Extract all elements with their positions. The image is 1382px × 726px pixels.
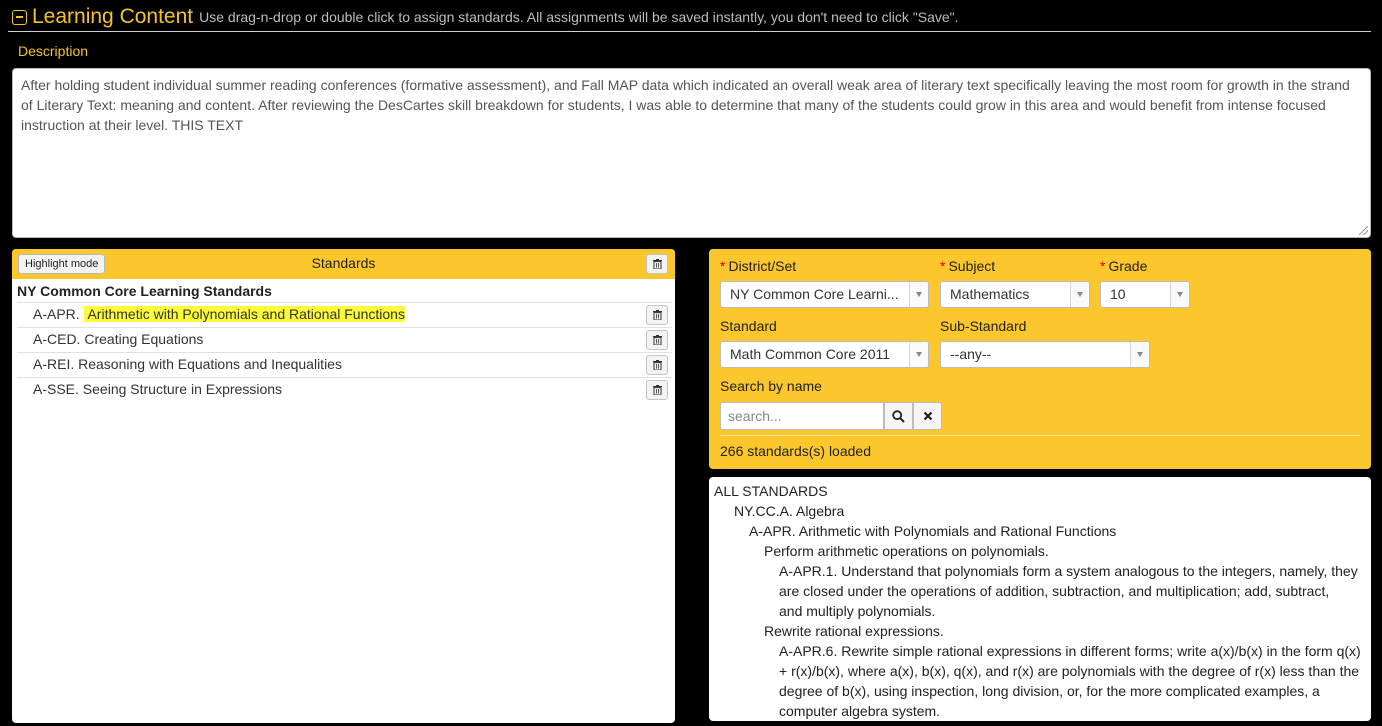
search-input[interactable] [720,402,884,430]
tree-group[interactable]: Perform arithmetic operations on polynomials. [764,543,1049,559]
tree-standard[interactable]: A-APR.1. Understand that polynomials form a system analogous to the integers, namely, they are closed under the operations of addition, subtraction, and multiplication; add, subtract, and multiply polynomials. [779,563,1358,619]
assigned-standard-row[interactable] [17,327,672,352]
chevron-down-icon [1170,282,1189,307]
assigned-standards-panel [12,249,675,723]
chevron-down-icon [1130,342,1149,367]
subject-select[interactable] [940,281,1090,308]
filter-divider [720,435,1360,436]
district-label: * District/Set [720,258,797,274]
assigned-standard-row[interactable] [17,377,672,402]
subject-value: Mathematics [950,286,1030,302]
remove-standard-button[interactable] [646,330,668,350]
highlight-mode-button[interactable]: Highlight mode [18,254,105,274]
standard-name: Arithmetic with Polynomials and Rational Functions [87,306,405,322]
chevron-down-icon [909,342,928,367]
assigned-standard-row[interactable] [17,302,672,327]
standard-code: A-SSE. [33,381,79,397]
standard-name: Seeing Structure in Expressions [82,381,283,397]
standards-tree [709,477,1371,721]
close-icon [923,411,933,421]
resize-grip-icon[interactable] [1359,226,1368,235]
standard-code: A-APR. [33,306,80,322]
clear-all-button[interactable] [646,254,668,274]
description-textarea[interactable] [12,68,1371,238]
tree-root[interactable]: ALL STANDARDS [714,483,828,499]
standard-name: Reasoning with Equations and Inequalities [78,356,342,372]
loaded-count: 266 standards(s) loaded [720,443,871,459]
district-value: NY Common Core Learni... [730,286,899,302]
search-icon [892,410,905,423]
remove-standard-button[interactable] [646,305,668,325]
standard-name: Creating Equations [84,331,204,347]
standards-panel-title: Standards [311,255,376,271]
grade-select[interactable] [1100,281,1190,308]
tree-domain[interactable]: NY.CC.A. Algebra [734,503,845,519]
section-instructions: Use drag-n-drop or double click to assign standards. All assignments will be saved instantly, you don't need to click "Save". [199,9,959,25]
district-select[interactable] [720,281,929,308]
section-header [8,3,1371,32]
subject-label: * Subject [940,258,996,274]
trash-icon [653,310,662,320]
trash-icon [653,385,662,395]
collapse-icon[interactable] [12,10,27,25]
trash-icon [653,360,662,370]
remove-standard-button[interactable] [646,355,668,375]
chevron-down-icon [909,282,928,307]
substandard-value: --any-- [950,346,992,362]
tree-cluster[interactable]: A-APR. Arithmetic with Polynomials and Rational Functions [749,523,1117,539]
trash-icon [653,335,662,345]
description-label: Description [18,43,89,59]
standard-name-highlighted [84,306,405,322]
description-text: After holding student individual summer reading conferences (formative assessment), and Fall MAP data which indicated an overall weak area of literary text specifically leaving the most room for growth in the strand of Literary Text: meaning and content. After reviewing the DesCartes skill breakdown for students, I was able to determine that many of the students could grow in this area and would benefit from intense focused instruction at their level. THIS TEXT [21,77,1350,133]
standards-filter-panel [709,249,1371,469]
assigned-standard-row[interactable] [17,352,672,377]
grade-value: 10 [1110,286,1126,302]
grade-label: * Grade [1100,258,1148,274]
clear-search-button[interactable] [913,402,942,430]
substandard-label: Sub-Standard [940,318,1027,334]
standard-code: A-REI. [33,356,75,372]
standard-label: Standard [720,318,777,334]
search-button[interactable] [884,402,913,430]
tree-standard[interactable]: A-APR.6. Rewrite simple rational expressions in different forms; write a(x)/b(x) in the form q(x) + r(x)/b(x), where a(x), b(x), q(x), and r(x) are polynomials with the degree of r(x) less than the degree of b(x), using inspection, long division, or, for the more complicated examples, a computer algebra system. [779,643,1361,719]
chevron-down-icon [1070,282,1089,307]
substandard-select[interactable] [940,341,1150,368]
standard-code: A-CED. [33,331,81,347]
trash-icon [653,259,662,269]
search-label: Search by name [720,378,822,394]
tree-group[interactable]: Rewrite rational expressions. [764,623,944,639]
section-title[interactable]: Learning Content [32,5,194,28]
standards-panel-header [12,249,675,279]
standard-value: Math Common Core 2011 [730,346,891,362]
standard-select[interactable] [720,341,929,368]
standard-set-name: NY Common Core Learning Standards [17,283,272,299]
remove-standard-button[interactable] [646,380,668,400]
